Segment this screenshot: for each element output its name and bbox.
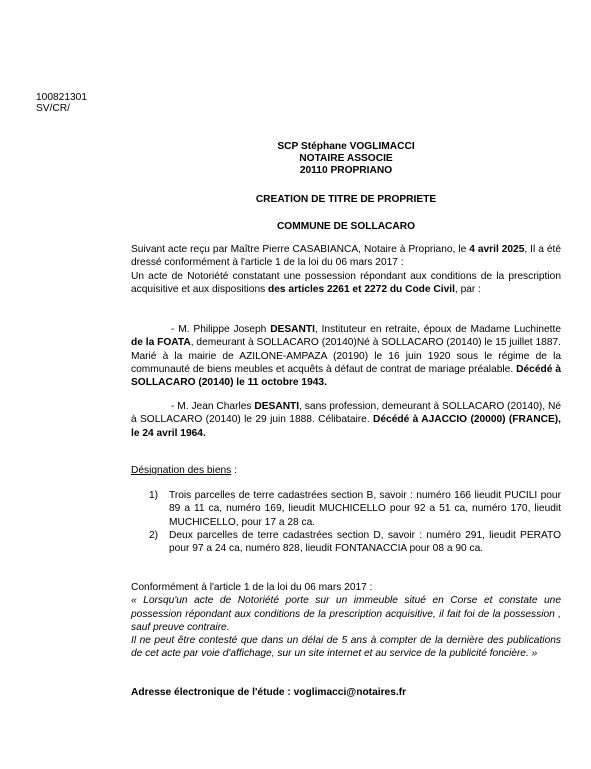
- designation-heading-label: Désignation des biens: [131, 465, 232, 476]
- closing-paragraph: [131, 581, 561, 661]
- closing-quote-2: Il ne peut être contesté que dans un délai de 5 ans à compter de la dernière des publications de cet acte par voie d'affichage, sur un site internet et au service de la publicité foncière. »: [131, 635, 561, 660]
- notary-name: SCP Stéphane VOGLIMACCI: [277, 141, 415, 152]
- commune-title: COMMUNE DE SOLLACARO: [276, 221, 416, 232]
- person-2-prefix: - M. Jean Charles: [171, 401, 255, 412]
- act-date: 4 avril 2025: [469, 244, 525, 255]
- reference-number: 100821301: [36, 92, 87, 103]
- person-1-paragraph: [131, 323, 561, 389]
- intro-text-3: Un acte de Notoriété constatant une possession répondant aux conditions de la prescription acquisitive et aux dispositions: [131, 270, 561, 295]
- goods-item-2-number: 2): [149, 530, 159, 541]
- intro-text-4: , par :: [454, 283, 481, 295]
- person-1-text: , Instituteur en retraite, époux de Madame Luchinette: [314, 324, 561, 335]
- contact-line: [131, 686, 561, 699]
- document-title: CREATION DE TITRE DE PROPRIETE: [255, 194, 437, 205]
- intro-text-2: , Il a été dressé conformément à l'article 1 de la loi du 06 mars 2017 :: [131, 244, 561, 269]
- person-1-name: DESANTI: [270, 324, 315, 335]
- reference-initials: SV/CR/: [36, 103, 70, 114]
- closing-quote-1: « Lorsqu'un acte de Notoriété porte sur un immeuble situé en Corse et constate une possession répondant aux conditions de la prescription acquisitive, il fait foi de la possession , sauf preuve contraire.: [131, 595, 561, 633]
- person-2-details: , sans profession, demeurant à SOLLACARO (20140), Né à SOLLACARO (20140) le 29 juin 1888. Célibataire.: [131, 401, 561, 426]
- goods-item-1-text: Trois parcelles de terre cadastrées section B, savoir : numéro 166 lieudit PUCILI pour 89 a 11 ca, numéro 169, lieudit MUCHICELLO pour 92 a 51 ca, numéro 170, lieudit MUCHICELLO, pour 17 a 28 ca.: [169, 490, 561, 528]
- reference-block: [36, 92, 87, 114]
- intro-paragraph: [131, 243, 561, 296]
- person-1-details: , demeurant à SOLLACARO (20140)Né à SOLLACARO (20140) le 15 juillet 1887. Marié à la mairie de AZILONE-AMPAZA (20190) le 16 juin 1920 sous le régime de la communauté de biens meubles et acquêts à défaut de contrat de mariage préalable.: [131, 337, 562, 375]
- person-2-name: DESANTI: [254, 401, 300, 412]
- person-2-death: Décédé à AJACCIO (20000) (FRANCE), le 24 avril 1964.: [131, 414, 561, 439]
- goods-item-1-number: 1): [149, 490, 159, 501]
- person-2-paragraph: [131, 400, 561, 440]
- civil-code-articles: des articles 2261 et 2272 du Code Civil: [268, 283, 455, 295]
- closing-law-reference: Conformément à l'article 1 de la loi du 06 mars 2017 :: [131, 582, 373, 593]
- intro-text-1: Suivant acte reçu par Maître Pierre CASABIANCA, Notaire à Propriano, le: [131, 244, 470, 255]
- person-1-death: Décédé à SOLLACARO (20140) le 11 octobre 1943.: [131, 363, 561, 389]
- person-1-spouse: de la FOATA: [131, 337, 191, 349]
- goods-item-2-text: Deux parcelles de terre cadastrées section D, savoir : numéro 291, lieudit PERATO pour 97 a 24 ca, numéro 828, lieudit FONTANACCIA pour 08 a 90 ca.: [169, 530, 561, 555]
- contact-email: voglimacci@notaires.fr: [293, 687, 407, 698]
- person-1-prefix: - M. Philippe Joseph: [171, 324, 271, 335]
- designation-heading-colon: :: [231, 465, 237, 476]
- contact-label: Adresse électronique de l'étude :: [131, 687, 294, 698]
- notary-role: NOTAIRE ASSOCIE: [299, 153, 393, 164]
- notary-header: [131, 141, 561, 177]
- notary-city: 20110 PROPRIANO: [299, 165, 393, 176]
- designation-heading: [131, 464, 561, 477]
